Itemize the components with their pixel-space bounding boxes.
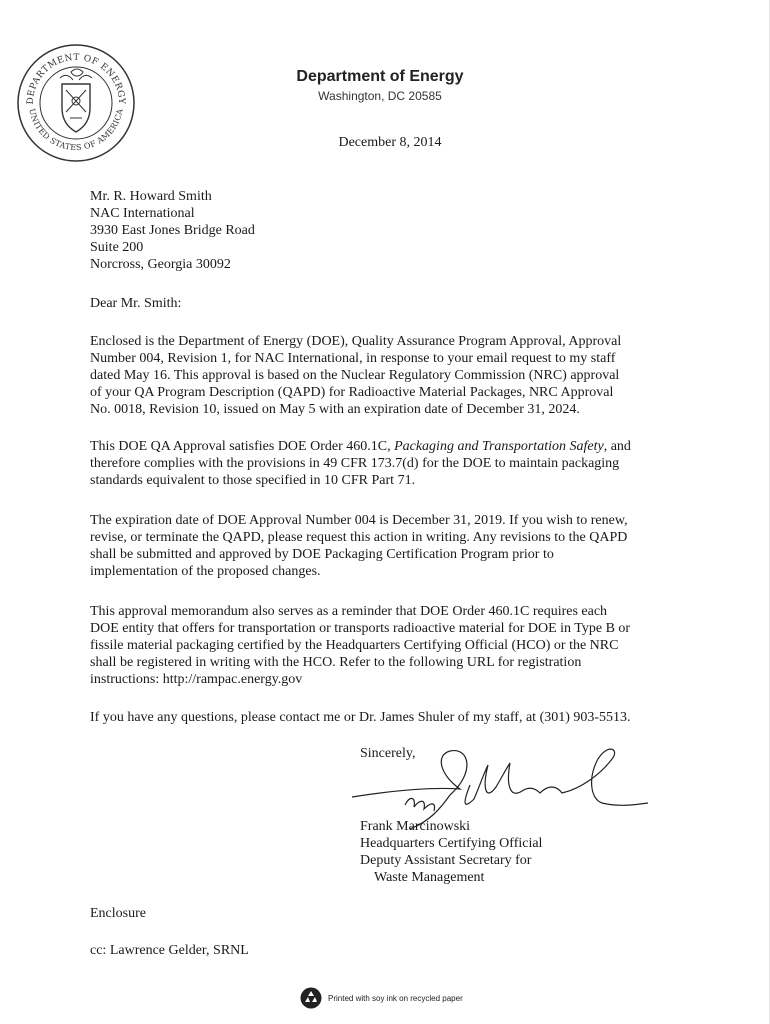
svg-text:DEPARTMENT OF ENERGY: DEPARTMENT OF ENERGY xyxy=(25,52,127,105)
paragraph-line: fissile material packaging certified by the Headquarters Certifying Official (HCO) or the NRC xyxy=(90,638,619,653)
paragraph-line: Number 004, Revision 1, for NAC International, in response to your email request to my staff xyxy=(90,351,616,366)
paragraph-order xyxy=(90,438,720,489)
recycled-footer xyxy=(300,985,463,1011)
recycle-icon xyxy=(300,987,322,1009)
recipient-line: NAC International xyxy=(90,206,195,221)
recipient-line: Norcross, Georgia 30092 xyxy=(90,257,231,272)
paragraph-expiration xyxy=(90,512,720,580)
paragraph-line: shall be submitted and approved by DOE Packaging Certification Program prior to xyxy=(90,547,554,562)
paragraph-line: If you have any questions, please contact me or Dr. James Shuler of my staff, at (301) 903-5513. xyxy=(90,710,631,725)
paragraph-line: The expiration date of DOE Approval Number 004 is December 31, 2019. If you wish to renew, xyxy=(90,513,628,528)
paragraph-reminder xyxy=(90,603,720,688)
enclosure-note: Enclosure xyxy=(90,906,146,921)
recipient-line: 3930 East Jones Bridge Road xyxy=(90,223,255,238)
paragraph-line: Enclosed is the Department of Energy (DOE), Quality Assurance Program Approval, Approval xyxy=(90,334,622,349)
order-title: Packaging and Transportation Safety xyxy=(394,439,604,454)
paragraph-line xyxy=(90,438,720,455)
agency-name: Department of Energy xyxy=(296,68,464,85)
paragraph-line: of your QA Program Description (QAPD) for Radioactive Material Packages, NRC Approval xyxy=(90,385,614,400)
recipient-line: Mr. R. Howard Smith xyxy=(90,189,212,204)
signer-title: Headquarters Certifying Official xyxy=(360,836,543,851)
signer-title: Deputy Assistant Secretary for xyxy=(360,853,532,868)
paragraph-line: DOE entity that offers for transportation or transports radioactive material for DOE in Type B or xyxy=(90,621,631,636)
letter-date: December 8, 2014 xyxy=(338,135,442,150)
paragraph-line: instructions: http://rampac.energy.gov xyxy=(90,672,303,687)
paragraph-text: , and xyxy=(603,439,631,454)
signature-block xyxy=(360,818,542,886)
paragraph-line: shall be registered in writing with the HCO. Refer to the following URL for registration xyxy=(90,655,582,670)
paragraph-approval xyxy=(90,333,720,418)
footer-text: Printed with soy ink on recycled paper xyxy=(328,993,463,1003)
paragraph-line: standards equivalent to those specified in 10 CFR Part 71. xyxy=(90,473,416,488)
paragraph-line: implementation of the proposed changes. xyxy=(90,564,321,579)
doe-seal-logo xyxy=(15,42,137,164)
paragraph-line: No. 0018, Revision 10, issued on May 5 with an expiration date of December 31, 2024. xyxy=(90,402,580,417)
signer-title: Waste Management xyxy=(374,870,485,885)
signer-name: Frank Marcinowski xyxy=(360,819,471,834)
paragraph-line: dated May 16. This approval is based on the Nuclear Regulatory Commission (NRC) approval xyxy=(90,368,620,383)
svg-text:UNITED STATES OF AMERICA: UNITED STATES OF AMERICA xyxy=(27,107,125,153)
paragraph-contact xyxy=(90,709,720,726)
cc-note: cc: Lawrence Gelder, SRNL xyxy=(90,943,249,958)
paragraph-line: This approval memorandum also serves as a reminder that DOE Order 460.1C requires each xyxy=(90,604,608,619)
recipient-line: Suite 200 xyxy=(90,240,144,255)
agency-address: Washington, DC 20585 xyxy=(318,89,442,103)
recipient-address xyxy=(90,188,255,273)
paragraph-line: revise, or terminate the QAPD, please request this action in writing. Any revisions to the QAPD xyxy=(90,530,628,545)
closing: Sincerely, xyxy=(360,746,416,761)
salutation: Dear Mr. Smith: xyxy=(90,296,182,311)
paragraph-text: This DOE QA Approval satisfies DOE Order 460.1C, xyxy=(90,439,395,454)
paragraph-line: therefore complies with the provisions in 49 CFR 173.7(d) for the DOE to maintain packaging xyxy=(90,456,620,471)
